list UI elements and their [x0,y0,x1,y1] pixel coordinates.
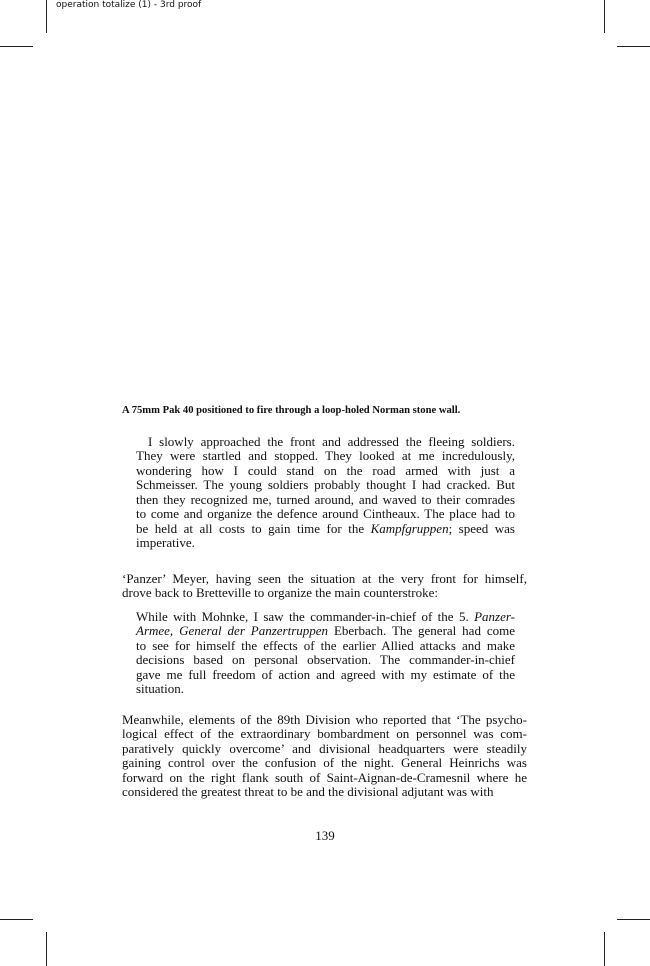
text-line [136,682,515,696]
text-run: considered the greatest threat to be and the divisional adjutant was with [122,784,494,800]
text-line [136,522,515,536]
crop-mark [46,0,47,33]
text-line [136,639,515,653]
proof-label: operation totalize (1) - 3rd proof [56,0,202,10]
text-run: situation. [136,681,185,697]
text-run: gave me full freedom of action and agreed with my estimate of the [136,666,515,682]
text-run: logical effect of the extraordinary bombardment on personnel was com- [122,726,527,742]
italic-text: Armee, General der Panzertruppen [136,623,329,639]
text-run: forward on the right flank south of Saint-Aignan-de-Cramesnil where he [122,769,527,785]
text-line [136,478,515,492]
text-run: Eberbach. The general had come [328,623,515,639]
paragraph [122,713,527,800]
text-run: Schmeisser. The young soldiers probably thought I had cracked. But [136,477,515,493]
figure-caption: A 75mm Pak 40 positioned to fire through a loop-holed Norman stone wall. [122,405,461,416]
text-run: While with Mohnke, I saw the commander-in-chief of the 5. [136,609,475,624]
crop-mark [604,932,605,966]
text-line [136,449,515,463]
italic-text: Kampfgruppen [370,520,449,536]
crop-mark [46,932,47,966]
block-quote [136,610,515,697]
text-line [136,464,515,478]
text-run: paratively quickly overcome’ and divisional headquarters were steadily [122,740,527,756]
text-line [122,572,527,586]
text-run: imperative. [136,535,195,551]
text-run: be held at all costs to gain time for the [136,520,371,536]
crop-mark [604,0,605,33]
text-run: decisions based on personal observation. The commander-in-chief [136,652,515,668]
text-run: drove back to Bretteville to organize the main counterstroke: [122,585,438,601]
text-run: then they recognized me, turned around, and waved to their comrades [136,491,515,507]
text-line [122,727,527,741]
text-line [122,771,527,785]
text-line [122,586,527,600]
text-line [136,493,515,507]
crop-mark [0,919,33,920]
paragraph [122,572,527,601]
text-run: ; speed was [448,520,515,536]
page-number: 139 [315,828,335,843]
text-run: I slowly approached the front and addressed the fleeing soldiers. [148,434,515,449]
crop-mark [617,46,650,47]
text-line [136,536,515,550]
text-line [136,507,515,521]
text-run: gaining control over the confusion of the night. General Heinrichs was [122,755,527,771]
crop-mark [617,919,650,920]
text-run: Meanwhile, elements of the 89th Division who reported that ‘The psycho- [122,712,527,727]
text-run: to see for himself the effects of the earlier Allied attacks and make [136,637,515,653]
text-run: They were startled and stopped. They looked at me incredulously, [136,448,515,464]
text-run: ‘Panzer’ Meyer, having seen the situation at the very front for himself, [122,571,527,586]
text-line [136,668,515,682]
text-line [136,653,515,667]
text-run: wondering how I could stand on the road armed with just a [136,462,515,478]
text-line [136,624,515,638]
crop-mark [0,46,33,47]
text-line [122,742,527,756]
text-line [122,713,527,727]
italic-text: Panzer- [474,609,515,624]
text-line [122,785,527,799]
text-line [136,610,515,624]
text-line [122,756,527,770]
text-line [136,435,515,449]
block-quote [136,435,515,551]
text-run: to come and organize the defence around Cintheaux. The place had to [136,506,515,522]
